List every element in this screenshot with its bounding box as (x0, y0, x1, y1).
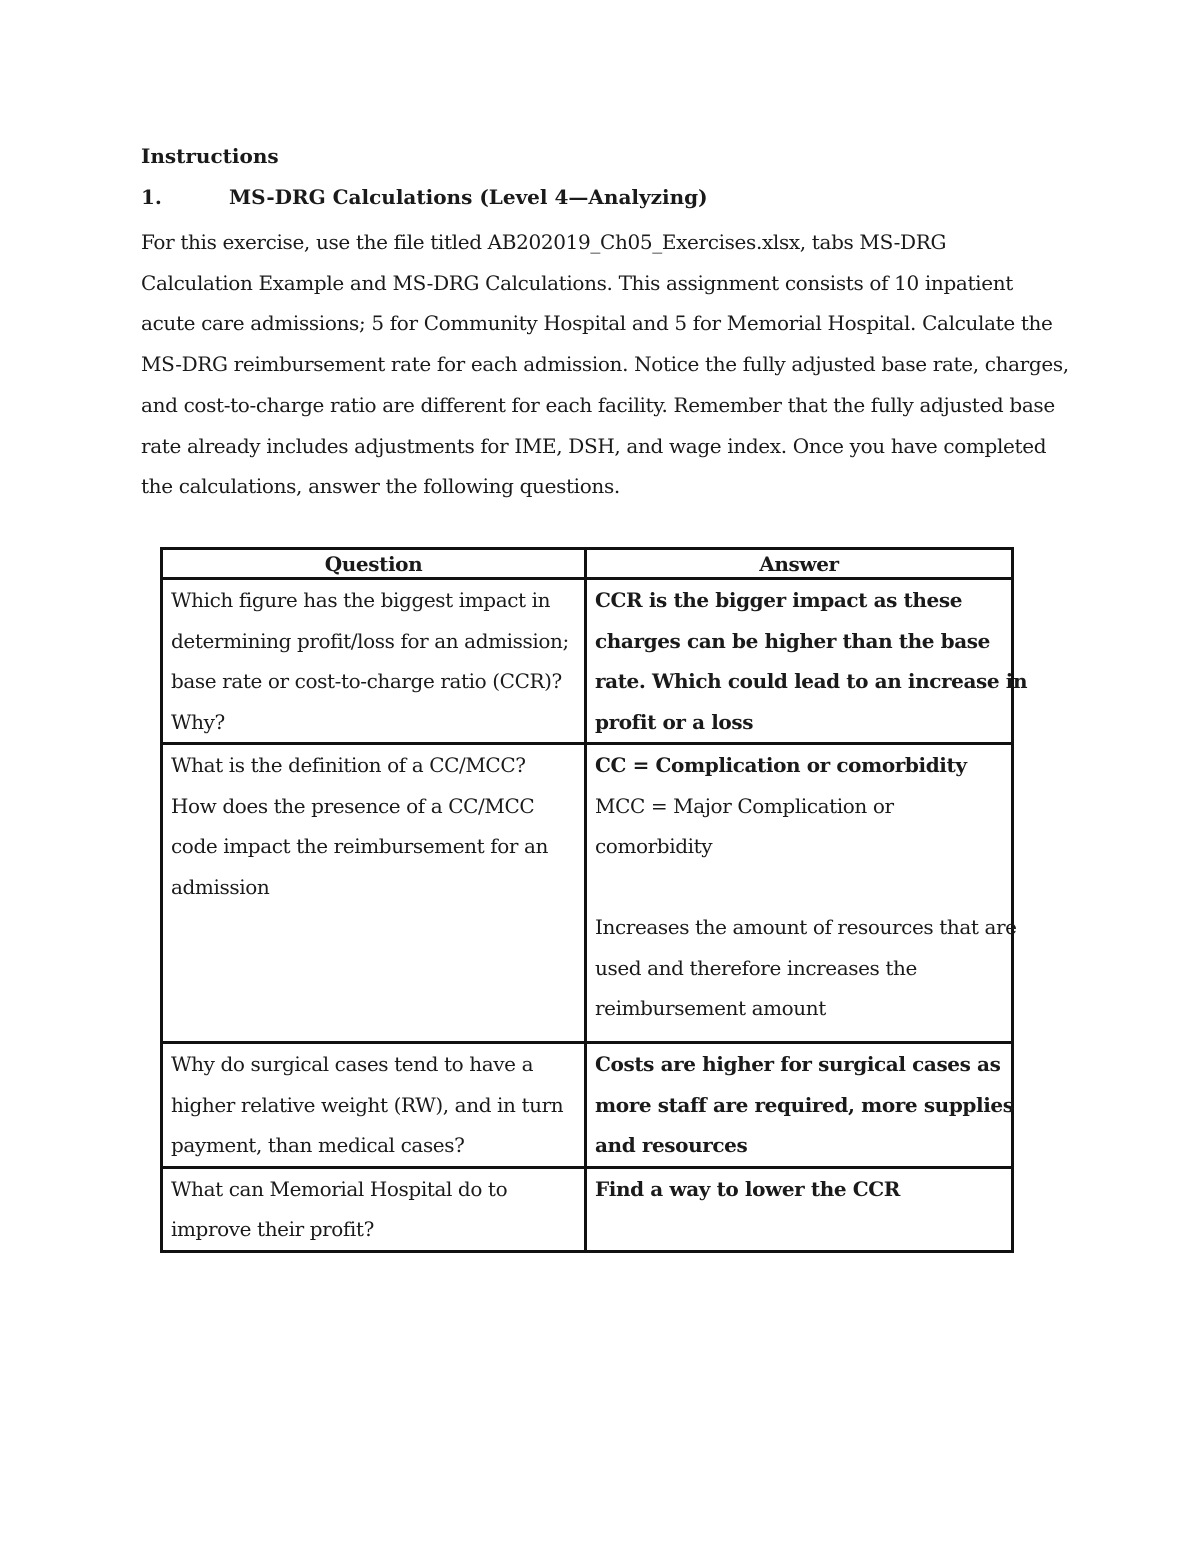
question-line: base rate or cost-to-charge ratio (CCR)? (171, 669, 562, 693)
intro-line: Calculation Example and MS-DRG Calculations. This assignment consists of 10 inpatient (141, 270, 1013, 295)
question-line: Which figure has the biggest impact in (171, 588, 551, 612)
section-number: 1. (141, 185, 162, 209)
question-line: higher relative weight (RW), and in turn (171, 1092, 564, 1117)
answer-line: more staff are required, more supplies (595, 1092, 1014, 1117)
answer-line: Costs are higher for surgical cases as (595, 1052, 1001, 1076)
question-line: How does the presence of a CC/MCC (171, 793, 535, 818)
table-row (162, 1043, 1013, 1168)
answer-line: charges can be higher than the base (595, 628, 990, 653)
table-row (162, 744, 1013, 1043)
question-cell (162, 579, 586, 744)
table-row (162, 579, 1013, 744)
question-cell (162, 744, 586, 1043)
answer-line: and resources (595, 1133, 748, 1157)
question-line: improve their profit? (171, 1217, 374, 1241)
answer-line: rate. Which could lead to an increase in (595, 669, 1028, 693)
section-title (141, 183, 708, 211)
question-answer-table (160, 547, 1028, 1253)
question-line: Why do surgical cases tend to have a (171, 1052, 534, 1076)
intro-line: and cost-to-charge ratio are different for each facility. Remember that the fully adjusted base (141, 392, 1055, 417)
answer-line: CC = Complication or comorbidity (595, 753, 967, 777)
answer-line: Increases the amount of resources that are (595, 915, 1017, 939)
instructions-heading: Instructions (141, 144, 279, 168)
answer-line: comorbidity (595, 834, 713, 858)
answer-line: MCC = Major Complication or (595, 793, 894, 818)
answer-line: used and therefore increases the (595, 955, 917, 980)
answer-line: reimbursement amount (595, 996, 826, 1020)
table-header-row (162, 549, 1013, 579)
question-line: What can Memorial Hospital do to (171, 1176, 508, 1201)
question-cell (162, 1167, 586, 1251)
answer-line: CCR is the bigger impact as these (595, 588, 963, 612)
intro-line: MS-DRG reimbursement rate for each admission. Notice the fully adjusted base rate, charges, (141, 352, 1069, 377)
blank-line (595, 867, 1003, 908)
answer-line: profit or a loss (595, 709, 754, 734)
question-column-header: Question (162, 549, 586, 579)
question-line: payment, than medical cases? (171, 1133, 465, 1157)
question-line: Why? (171, 709, 225, 734)
answer-cell (586, 579, 1028, 744)
intro-line: acute care admissions; 5 for Community Hospital and 5 for Memorial Hospital. Calculate the (141, 311, 1053, 336)
answer-cell (586, 1043, 1013, 1168)
section-title-text: MS-DRG Calculations (Level 4—Analyzing) (229, 185, 708, 209)
question-cell (162, 1043, 586, 1168)
question-line: code impact the reimbursement for an (171, 834, 548, 858)
intro-paragraph (141, 222, 1071, 507)
answer-line: Find a way to lower the CCR (595, 1176, 901, 1201)
intro-line: the calculations, answer the following questions. (141, 474, 620, 499)
question-line: determining profit/loss for an admission; (171, 628, 569, 653)
question-line: What is the definition of a CC/MCC? (171, 753, 526, 777)
answer-cell (586, 1167, 1013, 1251)
intro-line: rate already includes adjustments for IME, DSH, and wage index. Once you have completed (141, 433, 1047, 458)
answer-cell (586, 744, 1017, 1043)
table-row (162, 1167, 1013, 1251)
intro-line: For this exercise, use the file titled AB202019_Ch05_Exercises.xlsx, tabs MS-DRG (141, 230, 947, 254)
answer-column-header: Answer (586, 549, 1013, 579)
question-line: admission (171, 874, 270, 899)
